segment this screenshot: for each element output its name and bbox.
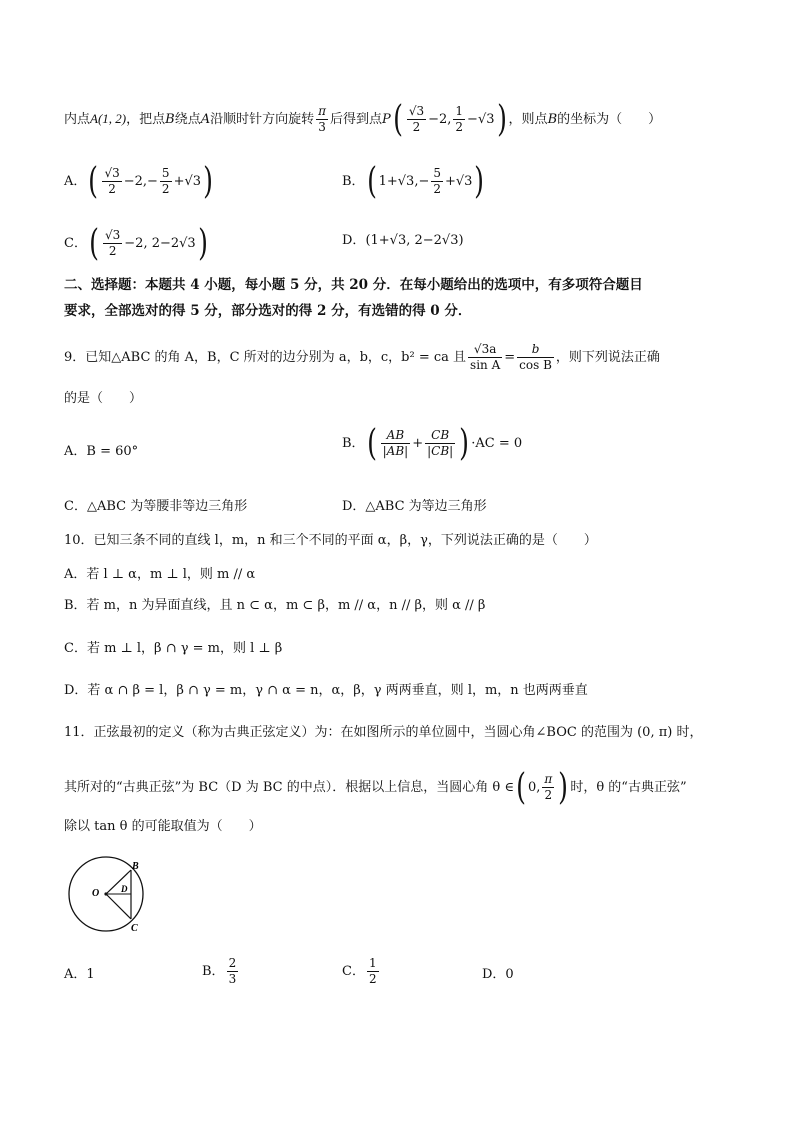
q8-stem-text: 的坐标为（ ） xyxy=(557,112,662,127)
label-b: B xyxy=(132,861,139,872)
q11-stem-line1: 11．正弦最初的定义（称为古典正弦定义）为：在如图所示的单位圆中，当圆心角∠BOC 的范围为 (0, π) 时， xyxy=(64,725,703,740)
q11-option-a[interactable]: A．1 xyxy=(64,967,95,982)
q8-stem-text: ，则点 xyxy=(508,112,548,127)
unit-circle-figure xyxy=(62,856,152,936)
center-point xyxy=(104,892,107,895)
var-b: B xyxy=(165,112,175,127)
q8-stem-text: 沿顺时针方向旋转 xyxy=(210,112,315,127)
q10-stem: 10．已知三条不同的直线 l，m，n 和三个不同的平面 α，β，γ，下列说法正确的是（ ） xyxy=(64,533,597,548)
q11-stem-line3: 除以 tan θ 的可能取值为（ ） xyxy=(64,819,262,834)
q10-option-c[interactable]: C．若 m ⊥ l，β ∩ γ = m，则 l ⊥ β xyxy=(64,641,283,656)
q10-option-d[interactable]: D．若 α ∩ β = l，β ∩ γ = m，γ ∩ α = n，α，β，γ 两两垂直，则 l，m，n 也两两垂直 xyxy=(64,683,588,698)
q11-option-c[interactable]: C． $\frac{1}{2}$ xyxy=(342,956,377,986)
rotation-angle: $\frac{\pi}{3}$ xyxy=(318,104,327,134)
q8-option-b[interactable]: B．( 1+√3,− $\frac{5}{2}$ +√3) xyxy=(342,160,485,202)
p-coord-2: −√3 xyxy=(467,112,495,127)
p-coord-1: −2, xyxy=(428,112,452,127)
q8-stem-text: ，把点 xyxy=(126,112,166,127)
radius-oc xyxy=(106,894,131,919)
q9-option-d[interactable]: D．△ABC 为等边三角形 xyxy=(342,499,487,514)
q8-option-c[interactable]: C．( $\frac{√3}{2}$ −2, 2−2√3) xyxy=(64,222,208,264)
section2-heading-line2: 要求，全部选对的得 5 分，部分选对的得 2 分，有选错的得 0 分． xyxy=(64,303,472,319)
q10-option-a[interactable]: A．若 l ⊥ α，m ⊥ l，则 m // α xyxy=(64,567,256,582)
var-p: P xyxy=(382,112,391,127)
q9-option-c[interactable]: C．△ABC 为等腰非等边三角形 xyxy=(64,499,248,514)
q8-stem-text: 内点 xyxy=(64,112,91,127)
label-c: C xyxy=(131,923,138,934)
q11-stem-line2: 其所对的“古典正弦”为 BC（D 为 BC 的中点）．根据以上信息，当圆心角 θ ∈( 0, $\frac{\pi}{2}$ ) 时，θ 的“古典正弦” xyxy=(64,766,687,808)
section2-heading-line1: 二、选择题：本题共 4 小题，每小题 5 分，共 20 分．在每小题给出的选项中，有多项符合题目 xyxy=(64,277,643,293)
q11-option-b[interactable]: B． $\frac{2}{3}$ xyxy=(202,956,237,986)
q8-stem-text: 后得到点 xyxy=(330,112,383,127)
q8-option-a[interactable]: A．( $\frac{√3}{2}$ −2,− $\frac{5}{2}$ +√3) xyxy=(64,160,213,202)
label-o: O xyxy=(92,888,100,899)
q9-option-b[interactable]: B．( $\frac{AB}{|AB|}$ + $\frac{CB}{|CB|}$ ) ·AC = 0 xyxy=(342,422,523,464)
point-a: A(1, 2) xyxy=(90,111,127,126)
var-a: A xyxy=(200,112,211,127)
q8-stem-text: 绕点 xyxy=(174,112,201,127)
var-b: B xyxy=(547,112,558,127)
p-frac-1: $\frac{√3}{2}$ xyxy=(408,104,425,134)
q9-stem: 9．已知△ABC 的角 A，B，C 所对的边分别为 a，b，c，b² = ca 且 $\frac{√3a}{\text{sin A}}$ = $\frac{b}{\text{cos B}}$ ，则下列说法正确 xyxy=(64,342,660,372)
q8-stem: 内点A(1, 2)，把点B绕点A沿顺时针方向旋转 $\frac{\pi}{3}$ 后得到点P( $\frac{√3}{2}$ −2, $\frac{1}{2}$ −√3) ，则点B的坐标为（ ） xyxy=(64,98,662,140)
q8-option-d[interactable]: D．(1+√3, 2−2√3) xyxy=(342,233,464,248)
label-d: D xyxy=(121,884,128,894)
p-frac-2: $\frac{1}{2}$ xyxy=(455,104,464,134)
q9-option-a[interactable]: A．B = 60° xyxy=(64,444,139,459)
q11-option-d[interactable]: D．0 xyxy=(482,967,514,982)
q9-stem-cont: 的是（ ） xyxy=(64,391,143,406)
q10-option-b[interactable]: B．若 m，n 为异面直线，且 n ⊂ α，m ⊂ β，m // α，n // β，则 α // β xyxy=(64,598,486,613)
